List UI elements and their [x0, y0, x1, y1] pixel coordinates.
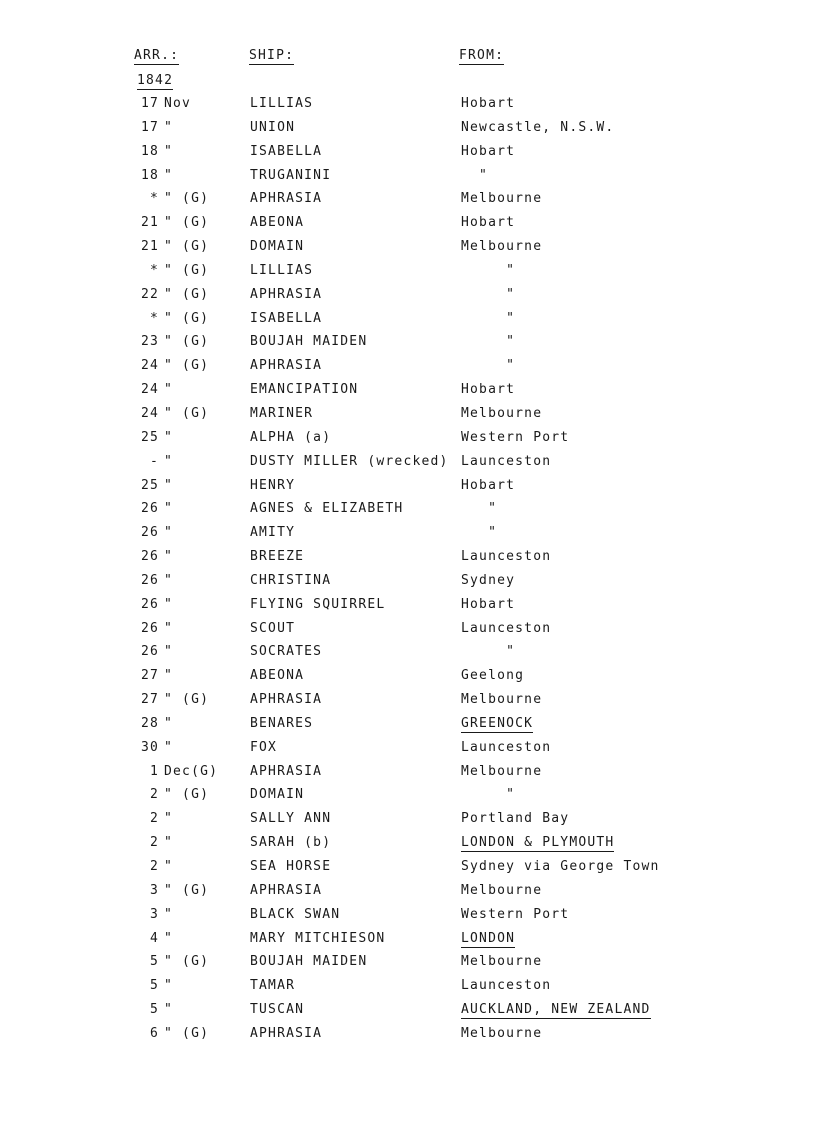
arrival-month: ": [164, 143, 174, 159]
arrival-month: ": [164, 501, 174, 517]
arrival-month: ": [164, 620, 174, 636]
arrival-month: ": [164, 429, 174, 445]
arrival-day: 26: [140, 572, 159, 588]
origin-port: AUCKLAND, NEW ZEALAND: [461, 1002, 651, 1018]
arrival-month: ": [164, 596, 174, 612]
arrival-month: " (G): [164, 310, 210, 326]
arrival-row: [0, 621, 816, 645]
arrival-day: 4: [149, 930, 159, 946]
header-from-label: FROM:: [459, 48, 505, 63]
year-heading: [137, 73, 173, 88]
origin-port: Newcastle, N.S.W.: [461, 119, 615, 135]
arrival-row: [0, 692, 816, 716]
origin-port: Launceston: [461, 620, 552, 636]
origin-port: ": [461, 787, 516, 803]
arrival-row: [0, 907, 816, 931]
header-ship-label: SHIP:: [249, 48, 295, 63]
arrival-month: ": [164, 119, 174, 135]
arrival-row: [0, 716, 816, 740]
arrival-row: [0, 525, 816, 549]
arrival-row: [0, 668, 816, 692]
origin-port: Sydney via George Town: [461, 859, 660, 874]
arrival-row: [0, 430, 816, 454]
arrival-day: -: [149, 453, 159, 469]
arrival-month: ": [164, 453, 174, 469]
ship-name: MARINER: [250, 405, 314, 421]
arrival-row: [0, 263, 816, 287]
ship-name: DOMAIN: [250, 787, 305, 803]
origin-port: Hobart: [461, 96, 516, 111]
arrival-row: [0, 1026, 816, 1050]
ship-name: APHRASIA: [250, 1025, 323, 1041]
arrival-month: ": [164, 906, 174, 922]
origin-port: ": [461, 262, 516, 278]
header-ship: [249, 48, 294, 63]
ship-name: AMITY: [250, 525, 296, 541]
arrival-row: [0, 501, 816, 525]
arrival-month: " (G): [164, 358, 210, 374]
ship-name: ALPHA (a): [250, 429, 332, 445]
ship-name: APHRASIA: [250, 358, 323, 374]
origin-port: Launceston: [461, 978, 552, 994]
ship-name: APHRASIA: [250, 882, 323, 898]
ship-name: TRUGANINI: [250, 167, 332, 183]
header-arrival: [134, 48, 179, 63]
ship-name: APHRASIA: [250, 191, 323, 207]
arrival-row: [0, 883, 816, 907]
ship-name: TAMAR: [250, 978, 296, 994]
arrival-row: [0, 811, 816, 835]
origin-port: ": [461, 310, 516, 326]
arrival-month: " (G): [164, 262, 210, 278]
arrival-day: 5: [149, 978, 159, 994]
origin-port: GREENOCK: [461, 715, 534, 731]
arrival-month: " (G): [164, 692, 210, 708]
arrival-month: Dec(G): [164, 763, 219, 779]
origin-port: LONDON: [461, 930, 516, 946]
origin-port: Melbourne: [461, 882, 543, 898]
arrival-row: [0, 382, 816, 406]
origin-port: Western Port: [461, 906, 570, 922]
origin-port: LONDON & PLYMOUTH: [461, 835, 615, 851]
arrival-month: ": [164, 382, 174, 398]
arrival-row: [0, 644, 816, 668]
arrival-row: [0, 573, 816, 597]
arrival-day: 27: [140, 692, 159, 708]
arrival-month: ": [164, 525, 174, 541]
origin-port: ": [461, 358, 516, 374]
arrival-day: 5: [149, 954, 159, 970]
arrival-row: [0, 144, 816, 168]
origin-port: Geelong: [461, 668, 525, 684]
ship-name: ABEONA: [250, 668, 305, 684]
ship-name: BREEZE: [250, 549, 305, 565]
arrival-month: ": [164, 978, 174, 994]
origin-port: Hobart: [461, 477, 516, 493]
arrival-day: 1: [149, 763, 159, 779]
ship-name: BOUJAH MAIDEN: [250, 954, 368, 970]
arrival-day: 2: [149, 835, 159, 851]
arrival-month: ": [164, 811, 174, 827]
arrival-day: 26: [140, 501, 159, 517]
arrival-month: ": [164, 644, 174, 660]
arrival-row: [0, 239, 816, 263]
arrival-month: ": [164, 549, 174, 565]
ship-name: FOX: [250, 739, 278, 755]
arrival-row: [0, 96, 816, 120]
arrival-row: [0, 931, 816, 955]
origin-port: Melbourne: [461, 763, 543, 779]
arrival-row: [0, 859, 816, 883]
arrival-day: 18: [140, 143, 159, 159]
arrivals-list: [0, 96, 816, 1050]
ship-name: SALLY ANN: [250, 811, 332, 827]
arrival-day: *: [149, 262, 159, 278]
arrival-row: [0, 358, 816, 382]
arrival-day: 17: [140, 119, 159, 135]
header-arrival-label: ARR.:: [134, 48, 180, 63]
arrival-day: 26: [140, 644, 159, 660]
arrival-row: [0, 764, 816, 788]
arrival-row: [0, 120, 816, 144]
arrival-month: " (G): [164, 215, 210, 231]
arrival-month: ": [164, 1002, 174, 1018]
arrival-day: 24: [140, 405, 159, 421]
ship-name: MARY MITCHIESON: [250, 930, 386, 946]
ship-name: SOCRATES: [250, 644, 323, 660]
ship-name: HENRY: [250, 477, 296, 493]
ship-name: CHRISTINA: [250, 572, 332, 588]
arrival-month: " (G): [164, 954, 210, 970]
arrival-day: 27: [140, 668, 159, 684]
origin-port: Launceston: [461, 453, 552, 469]
arrival-row: [0, 835, 816, 859]
ship-name: UNION: [250, 119, 296, 135]
arrival-day: 21: [140, 239, 159, 255]
arrival-row: [0, 287, 816, 311]
arrival-month: ": [164, 167, 174, 183]
arrival-month: ": [164, 572, 174, 588]
arrival-day: 30: [140, 739, 159, 755]
arrival-month: ": [164, 859, 174, 874]
header-from: [459, 48, 504, 63]
origin-port: Melbourne: [461, 954, 543, 970]
arrival-row: [0, 168, 816, 192]
arrival-month: " (G): [164, 239, 210, 255]
arrival-month: " (G): [164, 882, 210, 898]
arrival-row: [0, 978, 816, 1002]
origin-port: Portland Bay: [461, 811, 570, 827]
ship-name: SCOUT: [250, 620, 296, 636]
arrival-month: ": [164, 477, 174, 493]
arrival-day: 18: [140, 167, 159, 183]
ship-name: APHRASIA: [250, 763, 323, 779]
arrival-month: " (G): [164, 405, 210, 421]
arrival-month: ": [164, 668, 174, 684]
arrival-month: " (G): [164, 191, 210, 207]
ship-name: BLACK SWAN: [250, 906, 341, 922]
arrival-row: [0, 740, 816, 764]
arrival-day: 26: [140, 525, 159, 541]
arrival-day: 3: [149, 906, 159, 922]
arrival-month: ": [164, 739, 174, 755]
origin-port: Hobart: [461, 215, 516, 231]
arrival-row: [0, 1002, 816, 1026]
arrival-row: [0, 549, 816, 573]
arrival-day: 24: [140, 358, 159, 374]
origin-port: ": [461, 167, 489, 183]
arrival-month: " (G): [164, 334, 210, 350]
ship-name: APHRASIA: [250, 286, 323, 302]
ship-name: DUSTY MILLER (wrecked): [250, 453, 449, 469]
arrival-day: 17: [140, 96, 159, 111]
ship-name: ISABELLA: [250, 310, 323, 326]
arrival-month: ": [164, 835, 174, 851]
ship-name: FLYING SQUIRREL: [250, 596, 386, 612]
ship-name: BENARES: [250, 715, 314, 731]
origin-port: ": [461, 286, 516, 302]
arrival-row: [0, 478, 816, 502]
arrival-day: 23: [140, 334, 159, 350]
origin-port: Launceston: [461, 739, 552, 755]
arrival-day: 2: [149, 811, 159, 827]
origin-port: Melbourne: [461, 239, 543, 255]
arrival-row: [0, 311, 816, 335]
arrival-day: 6: [149, 1025, 159, 1041]
origin-port: ": [461, 525, 498, 541]
arrival-month: " (G): [164, 1025, 210, 1041]
arrival-day: 26: [140, 620, 159, 636]
origin-port: ": [461, 334, 516, 350]
arrival-day: 21: [140, 215, 159, 231]
origin-port: Melbourne: [461, 191, 543, 207]
arrival-row: [0, 191, 816, 215]
origin-port: Melbourne: [461, 1025, 543, 1041]
arrival-row: [0, 787, 816, 811]
origin-port: Melbourne: [461, 692, 543, 708]
arrival-day: 28: [140, 715, 159, 731]
arrival-day: 26: [140, 596, 159, 612]
ship-name: AGNES & ELIZABETH: [250, 501, 404, 517]
arrival-day: 3: [149, 882, 159, 898]
origin-port: Hobart: [461, 143, 516, 159]
ship-name: TUSCAN: [250, 1002, 305, 1018]
arrival-row: [0, 954, 816, 978]
arrival-row: [0, 406, 816, 430]
origin-port: Hobart: [461, 382, 516, 398]
arrival-day: *: [149, 191, 159, 207]
ship-name: BOUJAH MAIDEN: [250, 334, 368, 350]
arrival-row: [0, 215, 816, 239]
arrival-day: 2: [149, 787, 159, 803]
arrival-month: Nov: [164, 96, 192, 111]
arrival-month: ": [164, 715, 174, 731]
arrival-month: " (G): [164, 286, 210, 302]
origin-port: Launceston: [461, 549, 552, 565]
origin-port: Western Port: [461, 429, 570, 445]
arrival-row: [0, 454, 816, 478]
arrival-day: 25: [140, 429, 159, 445]
ship-name: SEA HORSE: [250, 859, 332, 874]
arrival-day: 24: [140, 382, 159, 398]
origin-port: Sydney: [461, 572, 516, 588]
arrival-month: " (G): [164, 787, 210, 803]
year-label: 1842: [137, 73, 174, 88]
arrival-day: 5: [149, 1002, 159, 1018]
arrival-row: [0, 597, 816, 621]
ship-name: LILLIAS: [250, 96, 314, 111]
arrival-day: *: [149, 310, 159, 326]
origin-port: ": [461, 501, 498, 517]
ship-name: DOMAIN: [250, 239, 305, 255]
ship-name: ABEONA: [250, 215, 305, 231]
arrival-day: 26: [140, 549, 159, 565]
arrival-row: [0, 334, 816, 358]
arrival-day: 2: [149, 859, 159, 874]
arrival-day: 25: [140, 477, 159, 493]
ship-name: SARAH (b): [250, 835, 332, 851]
ship-name: APHRASIA: [250, 692, 323, 708]
ship-name: ISABELLA: [250, 143, 323, 159]
arrival-month: ": [164, 930, 174, 946]
origin-port: Melbourne: [461, 405, 543, 421]
origin-port: Hobart: [461, 596, 516, 612]
ship-name: EMANCIPATION: [250, 382, 359, 398]
ship-name: LILLIAS: [250, 262, 314, 278]
arrival-day: 22: [140, 286, 159, 302]
origin-port: ": [461, 644, 516, 660]
